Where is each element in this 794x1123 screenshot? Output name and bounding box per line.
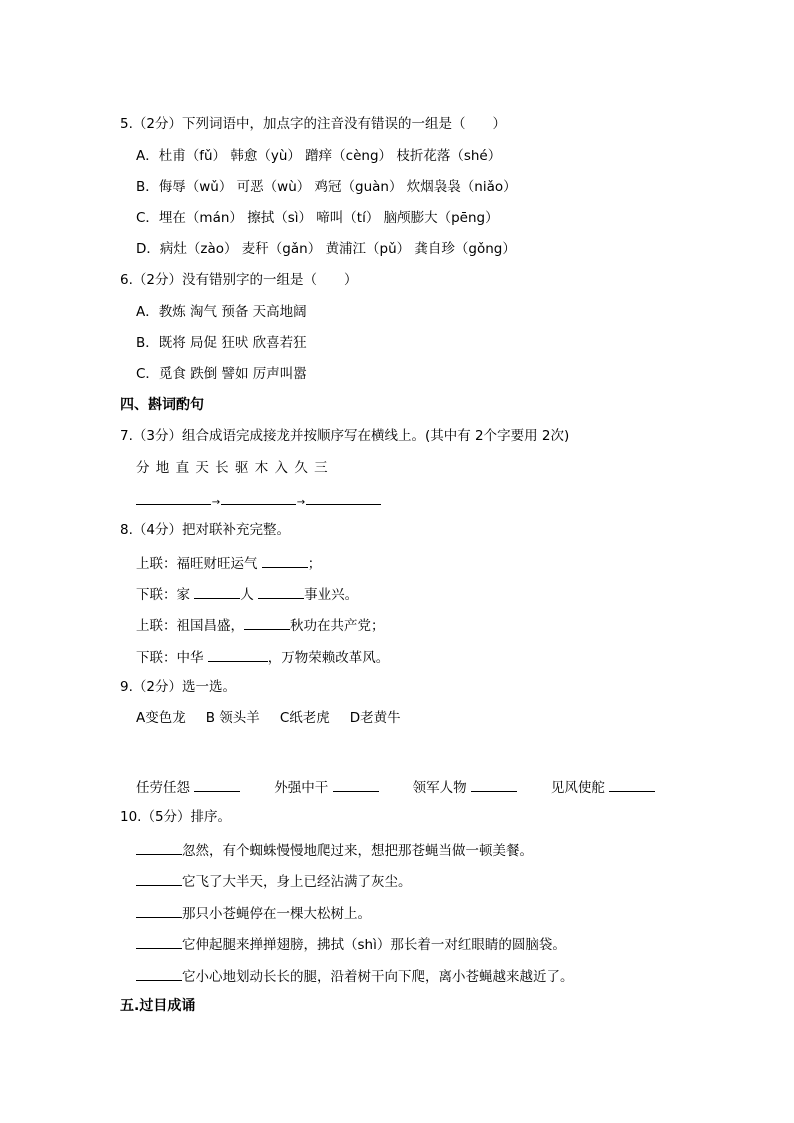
question-8-stem: 8.（4分）把对联补充完整。 <box>120 522 290 538</box>
answer-blank[interactable] <box>136 871 182 886</box>
q7-characters: 分 地 直 天 长 驱 木 入 久 三 <box>136 460 328 476</box>
arrow-icon: → <box>211 497 221 508</box>
text: 事业兴。 <box>304 587 359 603</box>
text: 下联：中华 <box>136 650 204 666</box>
answer-blank[interactable] <box>258 584 304 599</box>
answer-blank[interactable] <box>136 490 211 505</box>
answer-blank[interactable] <box>306 490 381 505</box>
text: ； <box>307 556 322 572</box>
question-5-stem: 5.（2分）下列词语中，加点字的注音没有错误的一组是（ ） <box>120 116 506 132</box>
answer-blank[interactable] <box>194 777 240 792</box>
answer-blank[interactable] <box>609 777 655 792</box>
idiom: 见风使舵 <box>550 780 605 796</box>
text: 上联：祖国昌盛， <box>136 618 244 634</box>
q5-option-b: B．侮辱（wǔ） 可恶（wù） 鸡冠（guàn） 炊烟袅袅（niǎo） <box>136 179 517 195</box>
text: 上联：福旺财旺运气 <box>136 556 258 572</box>
idiom: 任劳任怨 <box>136 780 190 796</box>
q10-item <box>136 871 412 891</box>
q5-option-a: A．杜甫（fǔ） 韩愈（yù） 蹭痒（cèng） 枝折花落（shé） <box>136 148 502 164</box>
option: A变色龙 <box>136 710 186 726</box>
q7-answer-chain <box>136 490 381 512</box>
idiom: 外强中干 <box>274 780 329 796</box>
section-4-heading: 四、斟词酌句 <box>120 397 204 413</box>
answer-blank[interactable] <box>244 615 290 630</box>
section-5-heading: 五.过目成诵 <box>120 998 196 1014</box>
sentence: 那只小苍蝇停在一棵大松树上。 <box>182 906 371 922</box>
q10-item <box>136 966 574 986</box>
sentence: 它小心地划动长长的腿，沿着树干向下爬，离小苍蝇越来越近了。 <box>182 969 574 985</box>
couplet-line-4 <box>136 647 389 667</box>
text: 人 <box>240 587 254 603</box>
q6-option-c: C．觅食 跌倒 譬如 厉声叫嚣 <box>136 366 307 382</box>
q9-options <box>136 709 401 727</box>
answer-blank[interactable] <box>333 777 379 792</box>
option: B 领头羊 <box>205 710 260 726</box>
couplet-line-1 <box>136 553 321 573</box>
q5-option-c: C．埋在（mán） 擦拭（sì） 啼叫（tí） 脑颅膨大（pēng） <box>136 210 499 226</box>
answer-blank[interactable] <box>471 777 517 792</box>
couplet-line-2 <box>136 584 358 604</box>
answer-blank[interactable] <box>136 840 182 855</box>
answer-blank[interactable] <box>221 490 296 505</box>
option: D老黄牛 <box>349 710 401 726</box>
sentence: 它飞了大半天，身上已经沾满了灰尘。 <box>182 874 412 890</box>
answer-blank[interactable] <box>136 903 182 918</box>
answer-blank[interactable] <box>262 553 308 568</box>
sentence: 忽然，有个蜘蛛慢慢地爬过来，想把那苍蝇当做一顿美餐。 <box>182 843 533 859</box>
text: 秋功在共产党； <box>290 618 385 634</box>
q10-item <box>136 934 566 954</box>
question-9-stem: 9.（2分）选一选。 <box>120 679 236 695</box>
couplet-line-3 <box>136 615 385 635</box>
q6-option-b: B．既将 局促 狂吠 欣喜若狂 <box>136 335 307 351</box>
q10-item <box>136 840 533 860</box>
answer-blank[interactable] <box>194 584 240 599</box>
q5-option-d: D．病灶（zào） 麦秆（gǎn） 黄浦江（pǔ） 龚自珍（gǒng） <box>136 241 516 257</box>
text: 下联：家 <box>136 587 190 603</box>
q9-idioms <box>136 777 655 797</box>
idiom: 领军人物 <box>412 780 467 796</box>
answer-blank[interactable] <box>136 934 182 949</box>
text: ，万物荣赖改革风。 <box>267 650 390 666</box>
question-7-stem: 7.（3分）组合成语完成接龙并按顺序写在横线上。(其中有 2个字要用 2次) <box>120 428 570 444</box>
answer-blank[interactable] <box>208 647 268 662</box>
q6-option-a: A．教炼 淘气 预备 天高地阔 <box>136 304 307 320</box>
q10-item <box>136 903 371 923</box>
arrow-icon: → <box>296 497 306 508</box>
option: C纸老虎 <box>279 710 330 726</box>
sentence: 它伸起腿来掸掸翅膀，拂拭（shì）那长着一对红眼睛的圆脑袋。 <box>182 937 566 953</box>
question-6-stem: 6.（2分）没有错别字的一组是（ ） <box>120 272 358 288</box>
question-10-stem: 10.（5分）排序。 <box>120 809 232 825</box>
answer-blank[interactable] <box>136 966 182 981</box>
